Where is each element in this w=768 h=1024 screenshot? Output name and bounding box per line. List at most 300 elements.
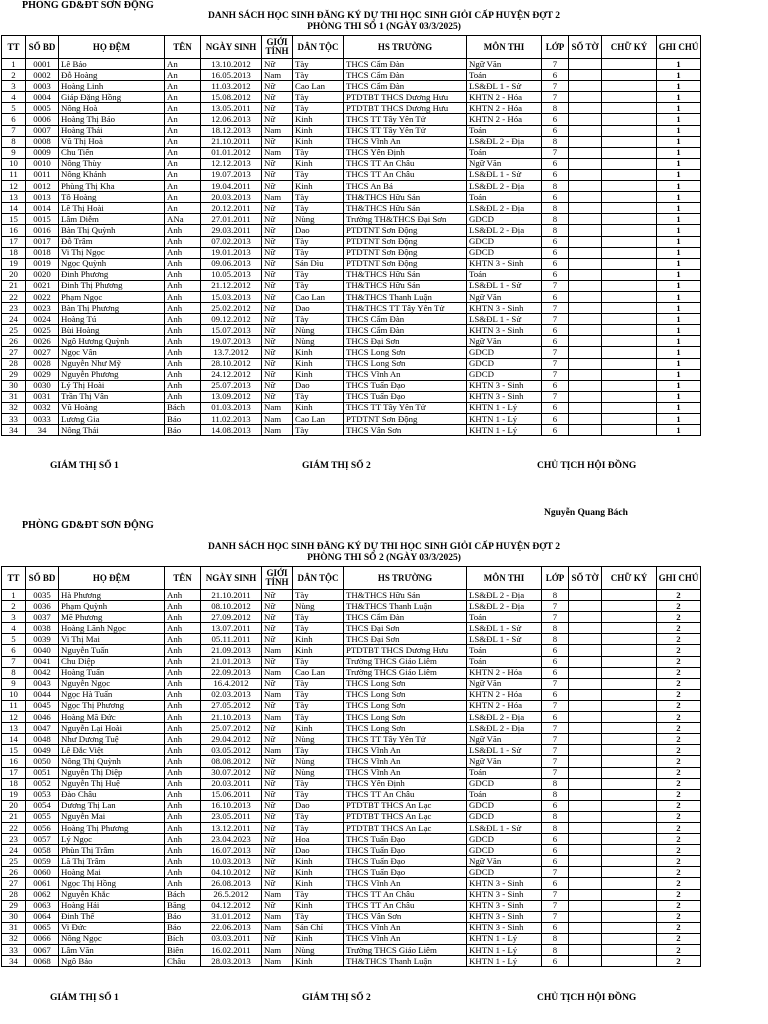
table-cell: 23.04.2023 [201, 834, 262, 845]
table-cell: Nam [262, 667, 293, 678]
table-cell: PTDTBT THCS Dương Hưu [344, 92, 467, 103]
table-row [2, 247, 701, 258]
table-cell: Ngọc Thị Hồng [59, 878, 165, 889]
chairman-name: Nguyễn Quang Bách [544, 508, 628, 518]
table-cell: 08.08.2012 [201, 756, 262, 767]
table-cell [569, 811, 602, 822]
table-cell: 19.01.2013 [201, 247, 262, 258]
table-row [2, 236, 701, 247]
table-cell: 7 [542, 767, 569, 778]
table-cell: 0017 [26, 236, 59, 247]
table-cell: Nam [262, 70, 293, 81]
table-cell: 0011 [26, 169, 59, 180]
table-cell: 6 [542, 402, 569, 413]
table-cell: 5 [2, 634, 26, 645]
table-cell: TH&THCS Hữu Sản [344, 192, 467, 203]
table-cell: 26.5.2012 [201, 889, 262, 900]
table-cell: 25 [2, 325, 26, 336]
table-cell: Trần Thị Vân [59, 391, 165, 402]
table-cell: 27.05.2012 [201, 700, 262, 711]
table-cell: Nữ [262, 158, 293, 169]
table-cell [602, 269, 657, 280]
table-cell [602, 778, 657, 789]
table-cell [569, 678, 602, 689]
table-cell: Vi Thị Mai [59, 634, 165, 645]
table-cell: Bích [165, 933, 201, 944]
table-cell: Kinh [293, 402, 344, 413]
table-cell: Nữ [262, 81, 293, 92]
table-cell: Nữ [262, 358, 293, 369]
table-cell: Ngữ Văn [467, 734, 542, 745]
table-cell [569, 656, 602, 667]
table-cell: 6 [542, 856, 569, 867]
table-cell: 2 [657, 867, 701, 878]
table-cell: An [165, 203, 201, 214]
table-cell: Tày [293, 103, 344, 114]
table-row [2, 369, 701, 380]
table-cell [602, 414, 657, 425]
table-cell: Nữ [262, 900, 293, 911]
table-cell: Hoàng Tuấn [59, 667, 165, 678]
table-cell: 2 [657, 601, 701, 612]
table-cell: Ngữ Văn [467, 158, 542, 169]
table-cell: LS&ĐL 1 - Sử [467, 623, 542, 634]
table-cell: 2 [657, 800, 701, 811]
table-cell: KHTN 2 - Hóa [467, 700, 542, 711]
table-cell: THCS Cẩm Đàn [344, 325, 467, 336]
table-cell: 0001 [26, 59, 59, 70]
table-cell: 2 [657, 933, 701, 944]
table-cell: 30 [2, 911, 26, 922]
table-cell: 2 [657, 700, 701, 711]
table-cell: Phùng Thị Kha [59, 181, 165, 192]
table-cell: LS&ĐL 2 - Địa [467, 723, 542, 734]
table-cell: 0048 [26, 734, 59, 745]
table-cell [569, 402, 602, 413]
table-cell [569, 778, 602, 789]
table-cell: 28.03.2013 [201, 956, 262, 967]
table-cell: Anh [165, 391, 201, 402]
table-cell: KHTN 2 - Hóa [467, 689, 542, 700]
table-cell: 1 [657, 358, 701, 369]
table-cell: Hoàng Mai [59, 867, 165, 878]
table-cell: 21.10.2011 [201, 136, 262, 147]
table-cell: Nữ [262, 258, 293, 269]
table-cell [569, 590, 602, 601]
table-cell: Cao Lan [293, 414, 344, 425]
table-cell: 0022 [26, 291, 59, 302]
table-cell: THCS Tuấn Đạo [344, 391, 467, 402]
table-cell: KHTN 1 - Lý [467, 402, 542, 413]
table-cell: THCS Cẩm Đàn [344, 70, 467, 81]
column-header: CHỮ KÝ [602, 567, 657, 590]
table-cell: 6 [542, 269, 569, 280]
table-cell: 2 [657, 900, 701, 911]
table-cell: 12 [2, 181, 26, 192]
table-cell: 26.08.2013 [201, 878, 262, 889]
table-row [2, 601, 701, 612]
table-cell: 1 [657, 291, 701, 302]
table-cell: 0051 [26, 767, 59, 778]
table-row [2, 956, 701, 967]
table-cell: Anh [165, 269, 201, 280]
table-cell: 1 [657, 314, 701, 325]
table-cell: 6 [542, 425, 569, 436]
table-row [2, 789, 701, 800]
table-cell [602, 336, 657, 347]
table-cell: 12.12.2013 [201, 158, 262, 169]
table-cell: Toán [467, 125, 542, 136]
table-cell: 0053 [26, 789, 59, 800]
proctor-2-label: GIÁM THỊ SỐ 2 [302, 461, 371, 471]
table-cell [569, 712, 602, 723]
table-cell: Bảo [165, 922, 201, 933]
table-cell [602, 811, 657, 822]
table-cell: 7 [542, 147, 569, 158]
table-cell: An [165, 136, 201, 147]
table-row [2, 723, 701, 734]
table-cell: Nữ [262, 114, 293, 125]
table-cell: An [165, 125, 201, 136]
table-row [2, 933, 701, 944]
table-cell: 2 [657, 634, 701, 645]
table-cell: 7 [542, 601, 569, 612]
table-cell [602, 645, 657, 656]
table-cell: 2 [657, 822, 701, 833]
table-cell: 0068 [26, 956, 59, 967]
table-cell: 1 [657, 280, 701, 291]
column-header: LỚP [542, 36, 569, 59]
table-cell: TH&THCS Hữu Sản [344, 590, 467, 601]
table-cell [602, 192, 657, 203]
table-cell: 0039 [26, 634, 59, 645]
table-cell: 20.03.2011 [201, 778, 262, 789]
column-header: DÂN TỘC [293, 36, 344, 59]
table-cell: Anh [165, 225, 201, 236]
table-cell: 6 [542, 834, 569, 845]
table-cell: Nữ [262, 878, 293, 889]
table-cell: Nữ [262, 789, 293, 800]
table-cell: 2 [657, 689, 701, 700]
table-cell: 1 [657, 336, 701, 347]
table-row [2, 70, 701, 81]
table-cell: 13.10.2012 [201, 59, 262, 70]
table-cell: 8 [542, 214, 569, 225]
table-cell: Nam [262, 956, 293, 967]
table-cell: 19 [2, 258, 26, 269]
table-cell: 2 [657, 645, 701, 656]
table-cell: Nguyễn Lại Hoài [59, 723, 165, 734]
table-cell [569, 767, 602, 778]
table-cell [602, 291, 657, 302]
table-cell: Nữ [262, 723, 293, 734]
table-cell: Nữ [262, 756, 293, 767]
table-cell [602, 391, 657, 402]
table-row [2, 867, 701, 878]
table-cell [602, 181, 657, 192]
table-cell [602, 114, 657, 125]
table-row [2, 114, 701, 125]
table-cell: THCS Cẩm Đàn [344, 314, 467, 325]
table-cell: 0006 [26, 114, 59, 125]
table-row [2, 258, 701, 269]
table-cell: 8 [542, 945, 569, 956]
table-cell: 16 [2, 225, 26, 236]
table-cell: Nữ [262, 700, 293, 711]
table-cell: Anh [165, 700, 201, 711]
table-cell: THCS Cẩm Đàn [344, 81, 467, 92]
table-cell: 7 [542, 867, 569, 878]
table-cell: 09.06.2013 [201, 258, 262, 269]
table-cell: Hà Phương [59, 590, 165, 601]
table-cell: 3 [2, 81, 26, 92]
table-cell: THCS Vĩnh An [344, 878, 467, 889]
table-cell: 20.03.2013 [201, 192, 262, 203]
table-cell: 0058 [26, 845, 59, 856]
table-cell [602, 700, 657, 711]
table-cell: Nam [262, 414, 293, 425]
table-cell: THCS Đại Sơn [344, 623, 467, 634]
table-cell: THCS TT An Châu [344, 900, 467, 911]
table-cell: 7 [542, 756, 569, 767]
table-cell: 10.03.2013 [201, 856, 262, 867]
table-row [2, 612, 701, 623]
table-cell: 25.02.2012 [201, 303, 262, 314]
table-cell: 28 [2, 889, 26, 900]
table-cell: Toán [467, 656, 542, 667]
table-cell: 16.05.2013 [201, 70, 262, 81]
table-cell: Chu Tiến [59, 147, 165, 158]
table-cell: 6 [542, 236, 569, 247]
table-row [2, 181, 701, 192]
table-cell: KHTN 3 - Sinh [467, 889, 542, 900]
table-cell: 0035 [26, 590, 59, 601]
table-cell: Ngữ Văn [467, 756, 542, 767]
table-cell: 0054 [26, 800, 59, 811]
table-cell: 9 [2, 678, 26, 689]
table-cell: 01.01.2012 [201, 147, 262, 158]
table-cell [602, 889, 657, 900]
table-cell: GDCD [467, 778, 542, 789]
table-cell: 1 [657, 391, 701, 402]
table-cell: PTDTBT THCS Dương Hưu [344, 103, 467, 114]
table-cell: Trường TH&THCS Đại Sơn [344, 214, 467, 225]
table-cell: Tày [293, 147, 344, 158]
table-cell [569, 225, 602, 236]
table-cell: Ngọc Thị Phương [59, 700, 165, 711]
table-cell [569, 181, 602, 192]
table-cell [602, 590, 657, 601]
table-cell: 0029 [26, 369, 59, 380]
table-row [2, 147, 701, 158]
table-cell: Nông Thùy [59, 158, 165, 169]
table-cell: 13.09.2012 [201, 391, 262, 402]
table-cell [602, 822, 657, 833]
table-cell [602, 911, 657, 922]
table-cell: Ngữ Văn [467, 59, 542, 70]
table-cell: Anh [165, 347, 201, 358]
table-cell: 8 [2, 136, 26, 147]
table-cell: Nguyễn Khắc [59, 889, 165, 900]
table-cell: 3 [2, 612, 26, 623]
table-cell: 1 [657, 59, 701, 70]
table-row [2, 280, 701, 291]
table-cell: THCS An Bá [344, 181, 467, 192]
table-cell: 0010 [26, 158, 59, 169]
table-cell: 2 [657, 856, 701, 867]
table-cell [569, 147, 602, 158]
table-cell: 0028 [26, 358, 59, 369]
table-row [2, 291, 701, 302]
table-cell: 7 [2, 656, 26, 667]
table-cell: 2 [657, 723, 701, 734]
table-cell: TH&THCS TT Tây Yên Tử [344, 303, 467, 314]
table-cell: Nùng [293, 945, 344, 956]
table-cell: Ngữ Văn [467, 336, 542, 347]
table-cell: Nông Thị Quỳnh [59, 756, 165, 767]
table-cell: 19.07.2013 [201, 336, 262, 347]
table-row [2, 911, 701, 922]
table-row [2, 634, 701, 645]
table-cell: 6 [542, 414, 569, 425]
table-cell: Nam [262, 712, 293, 723]
table-cell: THCS TT An Châu [344, 789, 467, 800]
table-cell: 0014 [26, 203, 59, 214]
table-cell [602, 125, 657, 136]
table-cell: Nữ [262, 169, 293, 180]
table-cell: 0009 [26, 147, 59, 158]
table-cell [602, 789, 657, 800]
table-cell: 25.07.2013 [201, 380, 262, 391]
table-cell: An [165, 59, 201, 70]
table-cell: 2 [657, 878, 701, 889]
table-cell: GDCD [467, 811, 542, 822]
table-cell: Cao Lan [293, 667, 344, 678]
table-cell: Anh [165, 834, 201, 845]
table-cell: Sán Dìu [293, 258, 344, 269]
table-cell: Anh [165, 689, 201, 700]
table-cell: Tày [293, 700, 344, 711]
table-cell: Nữ [262, 347, 293, 358]
table-cell: LS&ĐL 1 - Sử [467, 822, 542, 833]
table-cell: GDCD [467, 247, 542, 258]
table-cell: Nam [262, 745, 293, 756]
table-cell: Kinh [293, 723, 344, 734]
table-cell: 0063 [26, 900, 59, 911]
table-cell: 6 [542, 656, 569, 667]
table-cell: GDCD [467, 369, 542, 380]
table-cell: 1 [657, 203, 701, 214]
table-header-row [2, 36, 701, 59]
department-name: PHÒNG GD&ĐT SƠN ĐỘNG [22, 0, 154, 11]
table-cell: Nữ [262, 92, 293, 103]
table-cell: 8 [542, 822, 569, 833]
table-cell: 21 [2, 280, 26, 291]
table-cell [569, 136, 602, 147]
table-cell: 1 [657, 225, 701, 236]
table-cell: Đào Châu [59, 789, 165, 800]
table-cell: Băng [165, 900, 201, 911]
table-cell: PTDTNT Sơn Động [344, 236, 467, 247]
table-cell: 16.4.2012 [201, 678, 262, 689]
table-cell: 6 [542, 158, 569, 169]
table-cell: KHTN 3 - Sinh [467, 878, 542, 889]
table-row [2, 158, 701, 169]
table-cell: Biên [165, 945, 201, 956]
table-cell: Tày [293, 236, 344, 247]
table-cell: THCS Cẩm Đàn [344, 59, 467, 70]
table-cell: Anh [165, 325, 201, 336]
table-cell: An [165, 181, 201, 192]
table-cell: 14.08.2013 [201, 425, 262, 436]
table-row [2, 756, 701, 767]
table-cell: 1 [657, 92, 701, 103]
table-cell: Kinh [293, 645, 344, 656]
table-cell: KHTN 3 - Sinh [467, 922, 542, 933]
table-cell: Nam [262, 402, 293, 413]
table-cell: THCS TT Tây Yên Tử [344, 734, 467, 745]
table-cell: Lý Ngọc [59, 834, 165, 845]
table-cell: Anh [165, 236, 201, 247]
table-cell: Kinh [293, 856, 344, 867]
table-cell: Nữ [262, 291, 293, 302]
table-cell: 8 [542, 203, 569, 214]
table-row [2, 667, 701, 678]
table-cell: GDCD [467, 867, 542, 878]
table-cell: 23 [2, 303, 26, 314]
table-row [2, 678, 701, 689]
table-cell: 12 [2, 712, 26, 723]
table-row [2, 402, 701, 413]
table-cell: 6 [542, 336, 569, 347]
table-cell: 2 [657, 656, 701, 667]
table-cell [569, 745, 602, 756]
table-cell: Nam [262, 645, 293, 656]
table-cell: THCS Vĩnh An [344, 369, 467, 380]
table-cell: THCS Vĩnh An [344, 767, 467, 778]
table-cell: 0023 [26, 303, 59, 314]
table-cell: Kinh [293, 634, 344, 645]
table-cell: An [165, 169, 201, 180]
table-cell: Nùng [293, 601, 344, 612]
table-cell: 26 [2, 336, 26, 347]
table-cell: THCS Vĩnh An [344, 136, 467, 147]
table-cell: Anh [165, 645, 201, 656]
table-cell [569, 900, 602, 911]
table-cell: 21.10.2013 [201, 712, 262, 723]
table-cell: Nữ [262, 369, 293, 380]
table-cell: 0056 [26, 822, 59, 833]
table-cell: Vũ Hoàng [59, 402, 165, 413]
table-cell: TH&THCS Hữu Sản [344, 280, 467, 291]
room-subtitle: PHÒNG THI SỐ 1 (NGÀY 03/3/2025) [307, 22, 461, 32]
table-cell: Anh [165, 380, 201, 391]
table-cell: Nùng [293, 767, 344, 778]
table-cell: THCS TT An Châu [344, 889, 467, 900]
table-row [2, 700, 701, 711]
table-cell: 18.12.2013 [201, 125, 262, 136]
table-cell: Nữ [262, 822, 293, 833]
table-cell: 2 [657, 889, 701, 900]
table-cell: Nùng [293, 756, 344, 767]
table-cell: Lương Gia [59, 414, 165, 425]
table-cell: 10.05.2013 [201, 269, 262, 280]
table-cell: Anh [165, 314, 201, 325]
table-cell: 23.05.2011 [201, 811, 262, 822]
table-cell: THCS TT Tây Yên Tử [344, 402, 467, 413]
table-cell: 2 [657, 667, 701, 678]
table-cell: 2 [2, 70, 26, 81]
